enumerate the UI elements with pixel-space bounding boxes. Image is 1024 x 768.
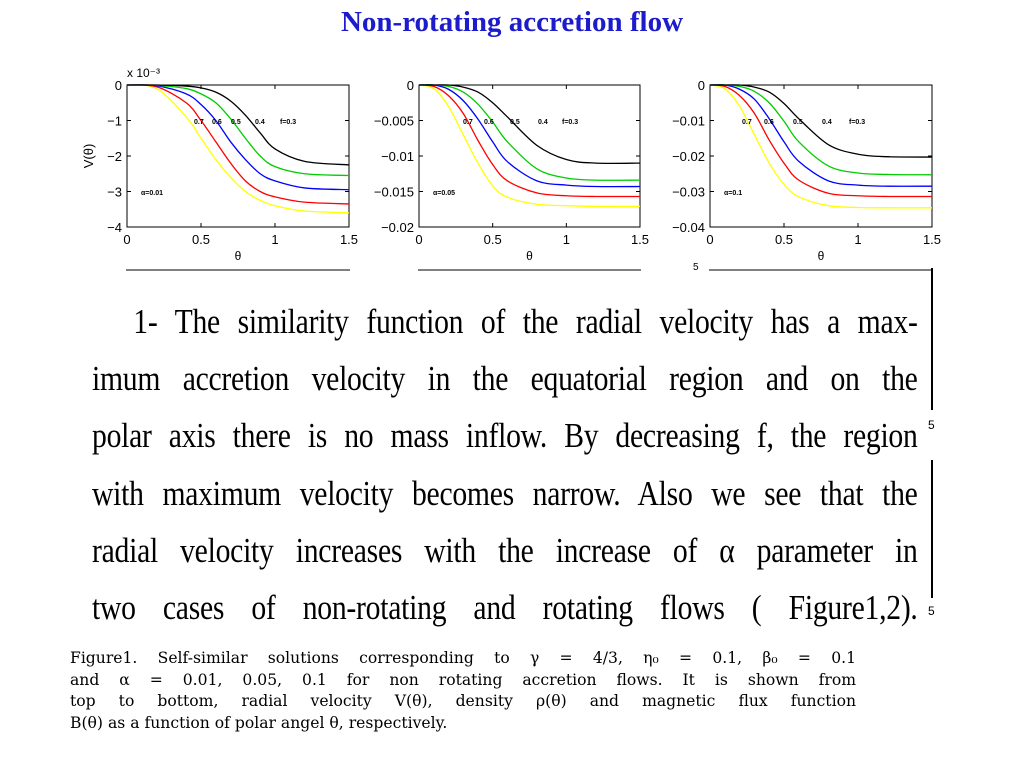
edge-mark: 5 [693, 262, 699, 273]
y-axis-label: V(θ) [81, 143, 96, 169]
curve-label: f=0.3 [849, 119, 866, 126]
exponent-multiplier: x 10⁻³ [127, 66, 161, 80]
right-frame-line [931, 268, 933, 410]
y-tick-label: −0.01 [381, 149, 414, 164]
overlay-line: two cases of non-rotating and rotating flows ( Figure1,2). [92, 589, 918, 628]
overlay-paragraph [92, 294, 918, 637]
y-tick-label: −0.005 [373, 113, 414, 129]
curve-label: 0.5 [231, 119, 241, 126]
x-tick-label: 1 [562, 232, 570, 247]
overlay-line: imum accretion velocity in the equatorial region and on the [92, 360, 918, 399]
caption-line: Figure1. Self-similar solutions corresponding to γ = 4/3, η₀ = 0.1, β₀ = 0.1 [70, 649, 856, 667]
x-tick-label: 0.5 [483, 232, 502, 247]
figure-caption [70, 648, 856, 734]
right-frame-line [931, 460, 933, 598]
y-tick-label: −0.03 [672, 184, 705, 200]
curve-label: 0.4 [255, 119, 265, 126]
overlay-line: radial velocity increases with the increase of α parameter in [92, 531, 918, 570]
y-tick-label: −2 [107, 149, 122, 164]
curve-label: f=0.3 [562, 119, 579, 126]
alpha-annotation: α=0.01 [141, 190, 164, 197]
x-tick-label: 0 [706, 232, 714, 247]
curve-label: 0.7 [194, 119, 204, 126]
edge-mark: 5 [928, 418, 935, 432]
y-tick-label: −0.015 [373, 184, 414, 200]
slide-title: Non-rotating accretion flow [340, 6, 684, 38]
overlay-line: 1- The similarity function of the radial velocity has a max- [133, 303, 918, 341]
y-tick-label: 0 [697, 78, 705, 93]
y-tick-label: 0 [406, 78, 414, 93]
x-tick-label: 1 [854, 232, 862, 247]
x-tick-label: 0.5 [774, 232, 794, 247]
curve-label: 0.7 [463, 119, 473, 126]
curve-label: 0.6 [212, 119, 222, 126]
x-tick-label: 0 [415, 232, 423, 247]
alpha-annotation: α=0.05 [433, 190, 456, 197]
x-tick-label: 0 [123, 232, 131, 247]
x-tick-label: 1 [271, 232, 279, 247]
y-tick-label: −0.02 [672, 149, 705, 164]
caption-line: B(θ) as a function of polar angel θ, respectively. [70, 713, 448, 732]
x-tick-label: 1.5 [630, 232, 650, 247]
y-tick-label: 0 [114, 78, 122, 93]
y-tick-label: −0.02 [381, 220, 414, 235]
caption-line: top to bottom, radial velocity V(θ), density ρ(θ) and magnetic flux function [70, 692, 856, 710]
y-tick-label: −4 [107, 220, 122, 235]
y-tick-label: −0.01 [672, 113, 705, 129]
curve-label: f=0.3 [280, 119, 297, 126]
x-tick-label: 1.5 [339, 232, 359, 247]
curve-label: 0.4 [538, 119, 548, 126]
x-axis-label: θ [234, 249, 242, 263]
figure-panels [0, 0, 1024, 290]
overlay-line: polar axis there is no mass inflow. By decreasing f, the region [92, 417, 918, 456]
x-axis-label: θ [526, 249, 533, 263]
y-tick-label: −1 [107, 113, 122, 129]
curve-label: 0.5 [510, 119, 520, 126]
plot-frame [710, 85, 932, 227]
curve-label: 0.5 [793, 119, 803, 126]
curve-label: 0.6 [764, 119, 774, 126]
x-axis-label: θ [817, 249, 825, 263]
y-tick-label: −3 [107, 184, 122, 200]
plot-frame [127, 85, 349, 227]
curve-label: 0.6 [484, 119, 494, 126]
curve-label: 0.7 [742, 119, 752, 126]
x-tick-label: 0.5 [191, 232, 211, 247]
plot-frame [419, 85, 640, 227]
curve-label: 0.4 [822, 119, 832, 126]
caption-line: and α = 0.01, 0.05, 0.1 for non rotating accretion flows. It is shown from [70, 670, 856, 689]
overlay-line: with maximum velocity becomes narrow. Also we see that the [92, 474, 918, 513]
y-tick-label: −0.04 [672, 220, 705, 235]
x-tick-label: 1.5 [922, 232, 942, 247]
alpha-annotation: α=0.1 [724, 190, 743, 197]
edge-mark: 5 [928, 604, 935, 618]
